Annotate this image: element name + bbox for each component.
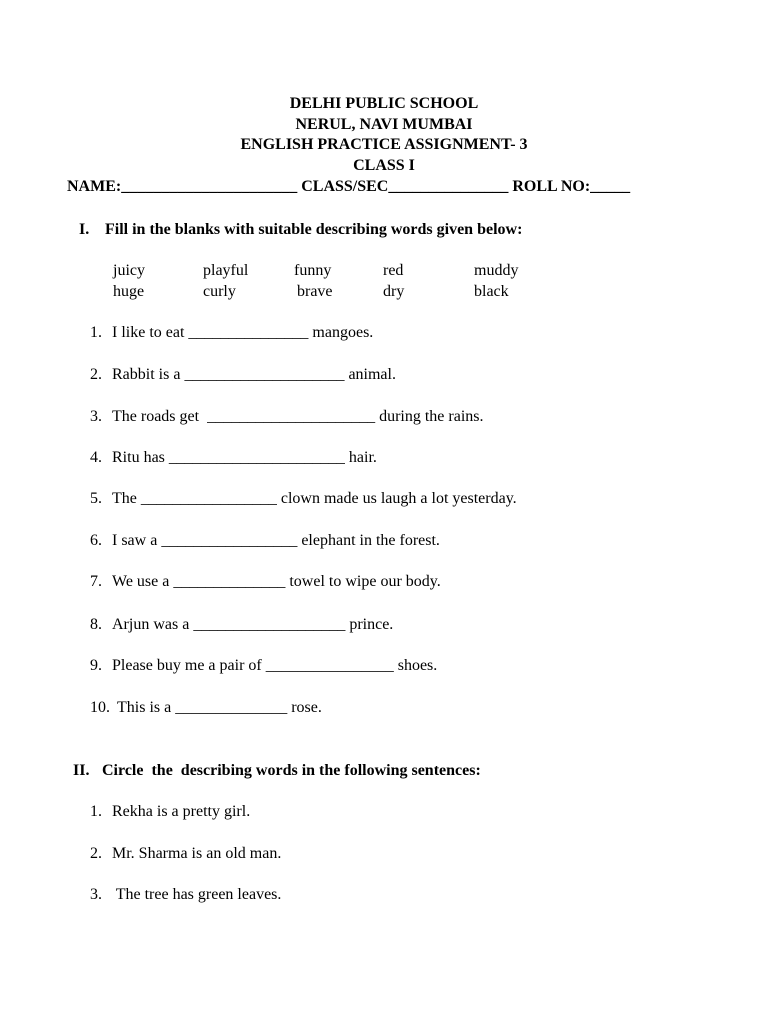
word-bank-word: juicy (113, 262, 145, 279)
section-1-heading: Fill in the blanks with suitable describing words given below: (105, 221, 523, 238)
question-text: Rabbit is a ____________________ animal. (112, 366, 396, 383)
question-10 (90, 700, 322, 716)
question-6 (90, 533, 440, 549)
word-bank-word: funny (294, 262, 332, 279)
question-text: The _________________ clown made us laugh a lot yesterday. (112, 490, 517, 507)
question-text: I like to eat _______________ mangoes. (112, 324, 374, 341)
question-text: Ritu has ______________________ hair. (112, 449, 377, 466)
question-5 (90, 491, 517, 507)
question-7 (90, 574, 441, 590)
circle-question-2 (90, 846, 281, 862)
circle-question-1 (90, 804, 250, 820)
question-number: 1. (90, 803, 102, 820)
question-3 (90, 409, 484, 425)
question-8 (90, 617, 393, 633)
word-bank-word: black (474, 283, 509, 300)
question-number: 6. (90, 532, 102, 549)
school-name: DELHI PUBLIC SCHOOL (289, 95, 479, 112)
question-text: The tree has green leaves. (112, 886, 282, 903)
word-bank-word: curly (203, 283, 236, 300)
question-number: 7. (90, 573, 102, 590)
question-2 (90, 367, 396, 383)
word-bank-word: dry (383, 283, 405, 300)
word-bank-word: huge (113, 283, 145, 300)
word-bank-word: muddy (474, 262, 519, 279)
question-9 (90, 658, 437, 674)
word-bank-word: red (383, 262, 404, 279)
word-bank-word: playful (203, 262, 249, 279)
question-number: 4. (90, 449, 102, 466)
question-number: 2. (90, 845, 102, 862)
question-text: Please buy me a pair of ________________ shoes. (112, 657, 438, 674)
assignment-title: ENGLISH PRACTICE ASSIGNMENT- 3 (240, 136, 528, 153)
question-text: Mr. Sharma is an old man. (112, 845, 282, 862)
question-text: The roads get _____________________ during the rains. (112, 408, 484, 425)
question-text: Rekha is a pretty girl. (112, 803, 251, 820)
question-number: 5. (90, 490, 102, 507)
section-2-numeral: II. (73, 762, 90, 779)
section-1-numeral: I. (79, 221, 90, 238)
question-text: I saw a _________________ elephant in the forest. (112, 532, 440, 549)
question-number: 9. (90, 657, 102, 674)
question-number: 2. (90, 366, 102, 383)
question-text: This is a ______________ rose. (117, 699, 322, 716)
question-1 (90, 325, 373, 341)
question-number: 10. (90, 699, 110, 716)
word-bank-word: brave (297, 283, 333, 300)
question-number: 3. (90, 886, 102, 903)
student-info-row: NAME:______________________ CLASS/SEC_______________ ROLL NO:_____ (67, 178, 631, 195)
question-4 (90, 450, 377, 466)
circle-question-3 (90, 887, 281, 903)
school-location: NERUL, NAVI MUMBAI (295, 116, 473, 133)
question-number: 3. (90, 408, 102, 425)
question-number: 1. (90, 324, 102, 341)
question-number: 8. (90, 616, 102, 633)
question-text: We use a ______________ towel to wipe our body. (112, 573, 441, 590)
section-2-heading: Circle the describing words in the following sentences: (102, 762, 481, 779)
class-label: CLASS I (353, 157, 415, 174)
question-text: Arjun was a ___________________ prince. (112, 616, 394, 633)
